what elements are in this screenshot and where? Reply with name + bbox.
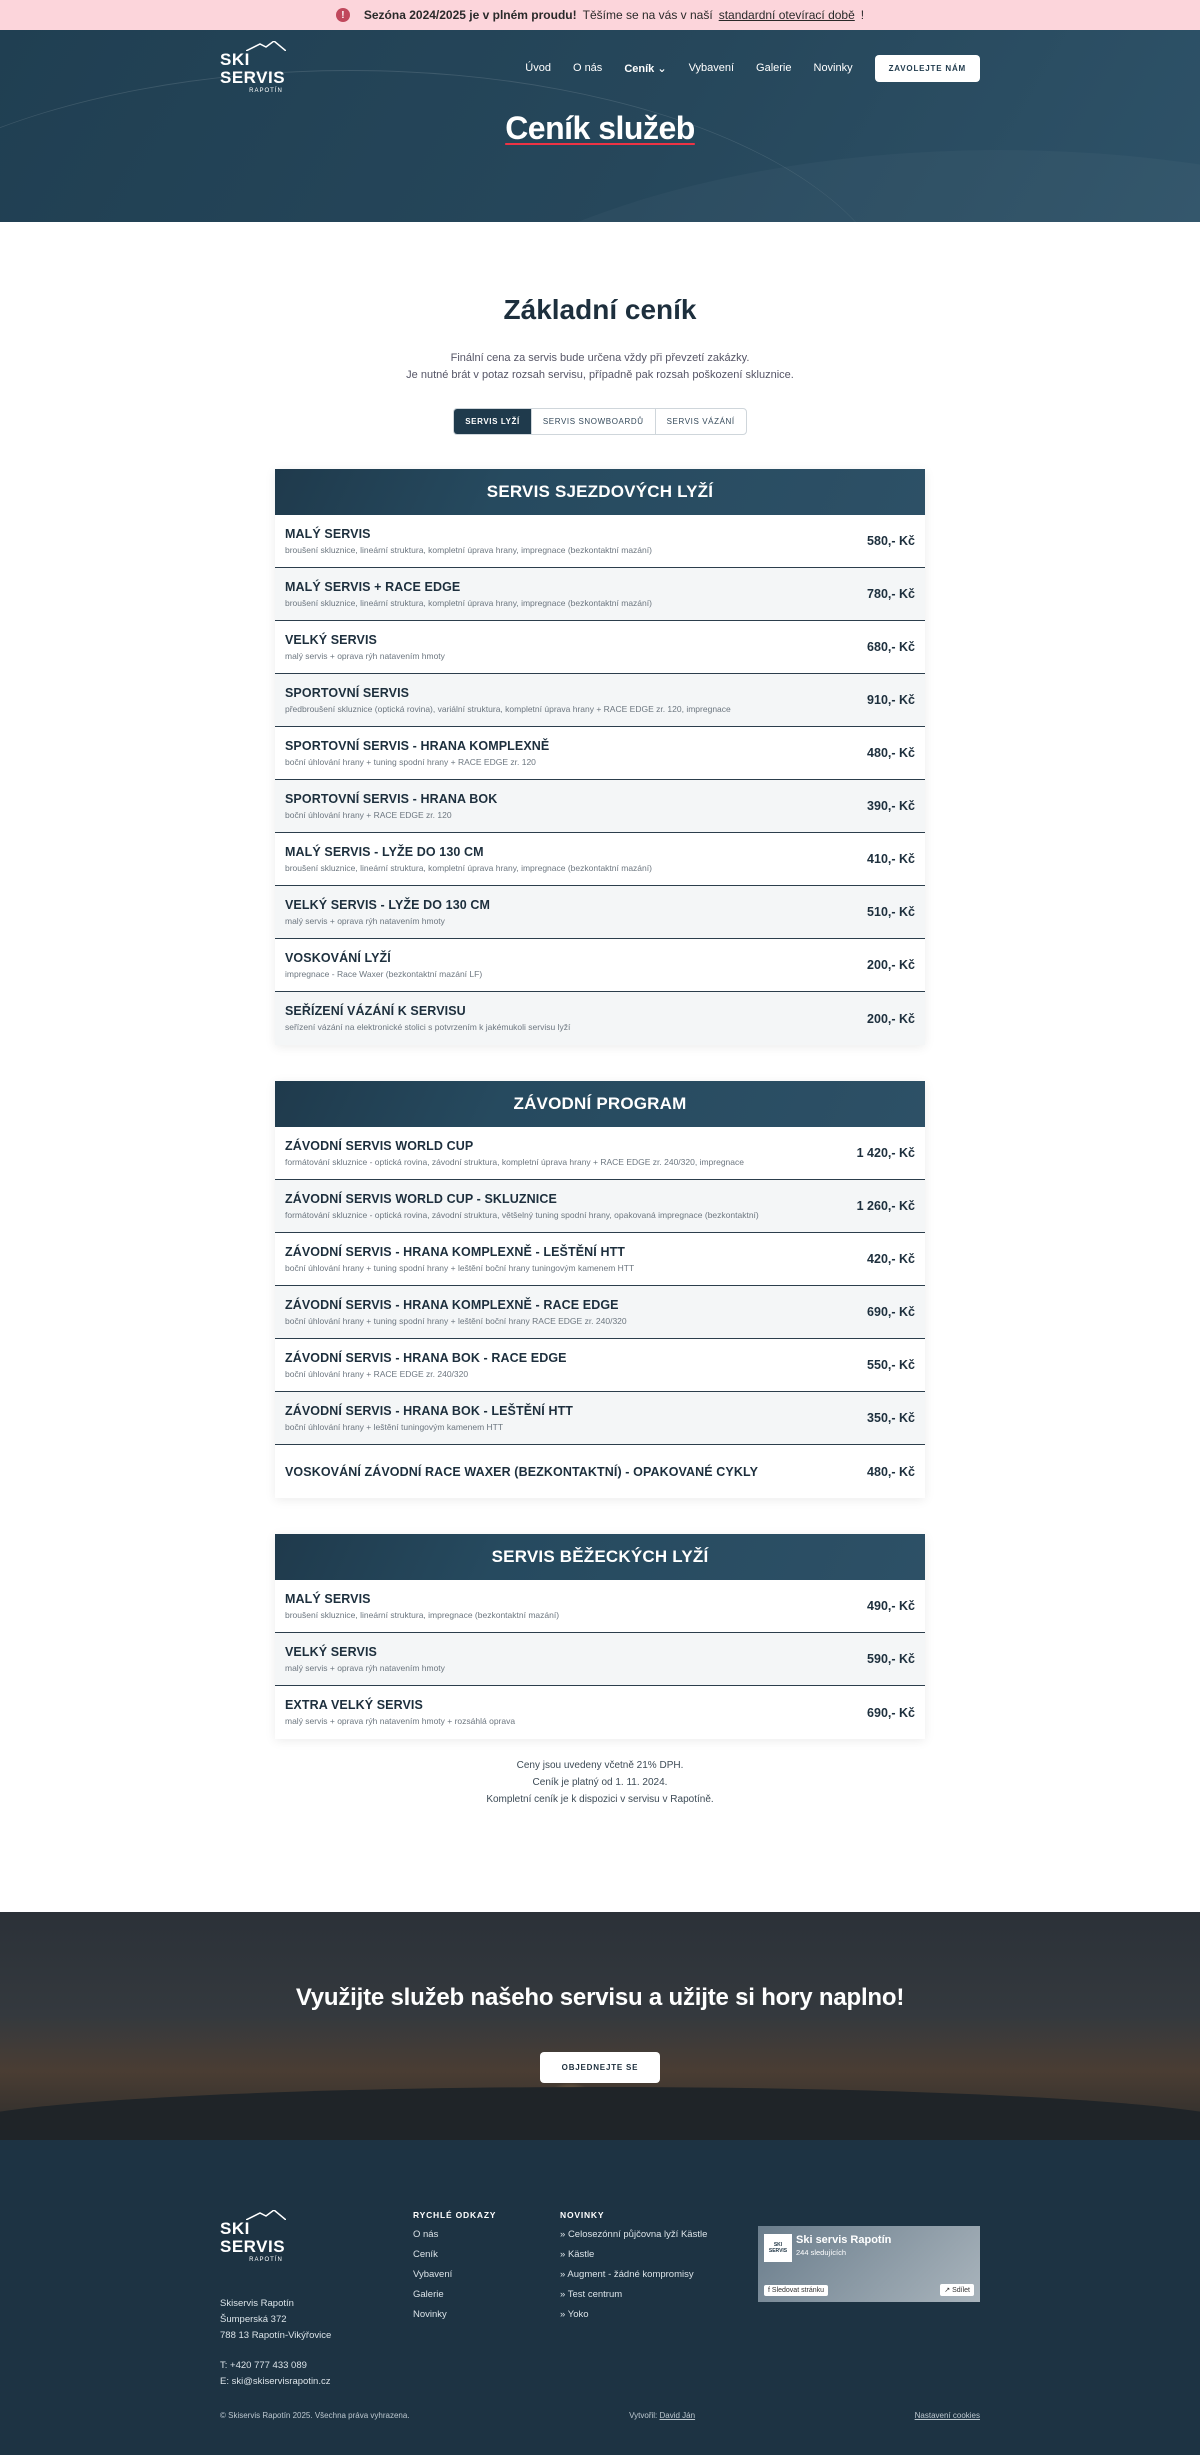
service-price: 910,- Kč [867,693,915,707]
service-price: 350,- Kč [867,1411,915,1425]
address [220,2296,331,2344]
note-full-list: Kompletní ceník je k dispozici v servisu v Rapotíně. [486,1794,714,1805]
service-name: VELKÝ SERVIS [285,632,377,647]
price-row-info [285,1004,570,1033]
facebook-widget[interactable] [758,2226,980,2302]
price-row-info [285,845,652,874]
email-link[interactable]: E: ski@skiservisrapotin.cz [220,2376,331,2387]
made-by-label: Vytvořil: [629,2411,658,2420]
service-description: formátování skluznice - optická rovina, závodní struktura, většelný tuning spodní hrany, opakovaná impregnace (bezkontaktní) [285,1209,759,1220]
service-name: SPORTOVNÍ SERVIS - HRANA BOK [285,791,498,806]
price-row-info [285,1465,758,1479]
price-card-title: ZÁVODNÍ PROGRAM [275,1081,925,1127]
fb-followers: 244 sledujících [796,2248,847,2257]
price-row [275,1339,925,1392]
nav-item-uvod[interactable]: Úvod [525,62,551,74]
tab-snowboard-service[interactable]: SERVIS SNOWBOARDŮ [531,409,655,434]
price-row [275,568,925,621]
footer-link-galerie[interactable]: Galerie [413,2289,444,2300]
fb-page-logo: SKI SERVIS [764,2234,792,2262]
info-icon: ! [336,8,350,22]
service-name: MALÝ SERVIS - LYŽE DO 130 CM [285,844,484,859]
main-nav [220,44,980,92]
service-name: VOSKOVÁNÍ LYŽÍ [285,950,391,965]
address-line: Skiservis Rapotín [220,2298,294,2309]
price-notes [0,1757,1200,1808]
service-description: boční úhlování hrany + tuning spodní hrany + leštění boční hrany RACE EDGE zr. 240/320 [285,1315,627,1326]
price-row-info [285,951,482,980]
price-row [275,780,925,833]
news-link[interactable] [560,2269,707,2280]
opening-hours-link[interactable]: standardní otevírací době [718,8,855,22]
nav-item-cenik[interactable] [624,62,666,75]
service-price: 200,- Kč [867,958,915,972]
chevron-down-icon: ⌄ [657,62,667,75]
logo-subtitle: RAPOTÍN [249,88,283,94]
news-link[interactable] [560,2309,707,2320]
news-link-label: Augment - žádné kompromisy [567,2269,694,2280]
service-name: EXTRA VELKÝ SERVIS [285,1698,423,1712]
service-name: ZÁVODNÍ SERVIS - HRANA BOK - RACE EDGE [285,1350,567,1365]
price-card [275,1081,925,1498]
service-description: broušení skluznice, lineární struktura, kompletní úprava hrany, impregnace (bezkontaktní mazání) [285,862,652,873]
service-name: SEŘÍZENÍ VÁZÁNÍ K SERVISU [285,1004,466,1018]
news-heading: NOVINKY [560,2210,605,2220]
footer-news [560,2210,707,2329]
tab-binding-service[interactable]: SERVIS VÁZÁNÍ [655,409,746,434]
service-description: boční úhlování hrany + RACE EDGE zr. 240/320 [285,1368,469,1379]
service-name: SPORTOVNÍ SERVIS - HRANA KOMPLEXNĚ [285,738,550,753]
footer-logo-title: SKI SERVIS [220,2219,286,2256]
service-price: 690,- Kč [867,1705,915,1720]
address-line: Šumperská 372 [220,2314,287,2325]
logo-title: SKI SERVIS [220,50,286,87]
contacts [220,2358,331,2390]
price-row-info [285,739,549,768]
price-row [275,886,925,939]
service-price: 510,- Kč [867,905,915,919]
service-description: malý servis + oprava rýh natavením hmoty [285,1662,445,1673]
pricelist [0,222,1200,1808]
nav-item-o-nas[interactable]: O nás [572,62,603,74]
price-row-info [285,898,490,927]
announcement-bar [0,0,1200,30]
service-description: malý servis + oprava rýh natavením hmoty [285,915,445,926]
logo[interactable] [220,41,312,95]
fb-share-button[interactable] [940,2284,974,2296]
price-row-info [285,1698,515,1727]
service-name: SPORTOVNÍ SERVIS [285,685,410,700]
price-row-info [285,527,652,556]
service-name: VOSKOVÁNÍ ZÁVODNÍ RACE WAXER (BEZKONTAKTNÍ) - OPAKOVANÉ CYKLY [285,1464,759,1479]
service-description: předbroušení skluznice (optická rovina), variální struktura, kompletní úprava hrany + RACE EDGE zr. 120, impregnace [285,703,731,714]
page-title [0,110,1200,147]
fb-share-label: Sdílet [952,2287,970,2294]
footer-link-vybaveni[interactable]: Vybavení [413,2269,453,2280]
price-row-info [285,1404,573,1433]
price-row [275,621,925,674]
footer [0,2140,1200,2455]
price-row [275,1233,925,1286]
service-price: 690,- Kč [867,1305,915,1319]
service-description: boční úhlování hrany + RACE EDGE zr. 120 [285,809,452,820]
price-row-info [285,1298,627,1327]
service-name: VELKÝ SERVIS - LYŽE DO 130 CM [285,897,491,912]
price-row [275,992,925,1045]
price-row [275,1445,925,1498]
service-description: formátování skluznice - optická rovina, závodní struktura, kompletní úprava hrany + RACE EDGE zr. 240/320, impregnace [285,1156,744,1167]
price-row [275,1686,925,1739]
price-card-title: SERVIS SJEZDOVÝCH LYŽÍ [275,469,925,515]
service-price: 550,- Kč [867,1358,915,1372]
price-row [275,1392,925,1445]
price-row-info [285,1351,567,1380]
service-name: ZÁVODNÍ SERVIS WORLD CUP - SKLUZNICE [285,1191,557,1206]
price-row [275,515,925,568]
address-line: 788 13 Rapotín-Vikýřovice [220,2330,332,2341]
made-by [629,2411,695,2420]
note-validity: Ceník je platný od 1. 11. 2024. [532,1777,668,1788]
service-name: MALÝ SERVIS + RACE EDGE [285,579,461,594]
price-row-info [285,580,652,609]
cookie-settings-link[interactable]: Nastavení cookies [914,2411,980,2420]
call-us-button[interactable]: ZAVOLEJTE NÁM [875,55,980,82]
mountain-icon [246,41,286,51]
service-price: 590,- Kč [867,1652,915,1666]
price-row [275,1580,925,1633]
note-vat: Ceny jsou uvedeny včetně 21% DPH. [516,1760,684,1771]
price-card-title: SERVIS BĚŽECKÝCH LYŽÍ [275,1534,925,1580]
service-name: MALÝ SERVIS [285,526,371,541]
hill-silhouette [0,2087,1200,2140]
mountain-icon [246,2210,286,2220]
facebook-icon: f [768,2287,770,2294]
service-description: malý servis + oprava rýh natavením hmoty + rozsáhlá oprava [285,1716,516,1726]
news-link-label: Yoko [567,2309,589,2320]
order-button[interactable]: OBJEDNEJTE SE [540,2052,661,2083]
service-price: 390,- Kč [867,799,915,813]
service-name: ZÁVODNÍ SERVIS WORLD CUP [285,1138,474,1153]
price-row-info [285,1139,744,1168]
service-price: 780,- Kč [867,587,915,601]
footer-link-cenik[interactable]: Ceník [413,2249,438,2260]
phone-link[interactable]: T: +420 777 433 089 [220,2360,307,2371]
fb-page-name[interactable]: Ski servis Rapotín [796,2234,892,2246]
announcement-text: Těšíme se na vás v naší [582,8,713,22]
service-name: MALÝ SERVIS [285,1591,371,1606]
service-price: 410,- Kč [867,852,915,866]
service-description: broušení skluznice, lineární struktura, kompletní úprava hrany, impregnace (bezkontaktní mazání) [285,597,652,608]
price-row-info [285,1592,559,1621]
footer-bottom [220,2411,980,2420]
subtitle-1: Finální cena za servis bude určena vždy při převzetí zakázky. [450,352,750,364]
fb-follow-button[interactable] [764,2285,828,2296]
service-description: broušení skluznice, lineární struktura, kompletní úprava hrany, impregnace (bezkontaktní mazání) [285,544,652,555]
links-heading: RYCHLÉ ODKAZY [413,2210,497,2220]
price-row [275,674,925,727]
service-name: ZÁVODNÍ SERVIS - HRANA KOMPLEXNĚ - LEŠTĚNÍ HTT [285,1244,626,1259]
nav-item-vybaveni[interactable]: Vybavení [688,62,735,74]
fb-follow-label: Sledovat stránku [771,2287,825,2294]
footer-link-novinky[interactable]: Novinky [413,2309,447,2320]
service-name: ZÁVODNÍ SERVIS - HRANA BOK - LEŠTĚNÍ HTT [285,1403,574,1418]
price-row [275,1286,925,1339]
price-row-info [285,633,445,662]
service-tabs [453,408,747,435]
news-link[interactable] [560,2289,707,2300]
price-row-info [285,792,497,821]
service-description: boční úhlování hrany + leštění tuningovým kamenem HTT [285,1421,504,1432]
service-description: seřízení vázání na elektronické stolici s potvrzením k jakémukoli servisu lyží [285,1022,571,1032]
footer-contact [220,2210,331,2390]
price-card [275,469,925,1045]
section-title: Základní ceník [503,294,697,325]
service-price: 1 260,- Kč [856,1199,915,1213]
author-link[interactable]: David Ján [659,2411,696,2420]
service-description: malý servis + oprava rýh natavením hmoty [285,650,445,661]
double-chevron-icon: » [560,2269,566,2280]
service-name: VELKÝ SERVIS [285,1644,377,1659]
footer-link-o-nas[interactable]: O nás [413,2229,439,2240]
banner-title: Využijte služeb našeho servisu a užijte si hory naplno! [295,1984,905,2011]
service-price: 490,- Kč [867,1599,915,1613]
announcement-end: ! [860,8,865,22]
service-price: 480,- Kč [867,746,915,760]
share-icon: ↗ [944,2287,951,2294]
hero [0,30,1200,222]
price-row [275,1633,925,1686]
price-row-info [285,686,731,715]
double-chevron-icon: » [560,2309,566,2320]
news-link-label: Kästle [567,2249,595,2260]
nav-item-cenik-label: Ceník [624,62,655,75]
service-price: 480,- Kč [867,1464,915,1479]
service-description: impregnace - Race Waxer (bezkontaktní mazání LF) [285,968,483,979]
double-chevron-icon: » [560,2249,566,2260]
service-price: 1 420,- Kč [856,1146,915,1160]
service-description: boční úhlování hrany + tuning spodní hrany + RACE EDGE zr. 120 [285,756,536,767]
nav-item-novinky[interactable]: Novinky [813,62,853,74]
footer-logo[interactable] [220,2210,312,2264]
announcement-season: Sezóna 2024/2025 je v plném proudu! [363,8,577,22]
service-description: boční úhlování hrany + tuning spodní hrany + leštění boční hrany tuningovým kamenem HTT [285,1262,635,1273]
service-price: 420,- Kč [867,1252,915,1266]
news-link[interactable] [560,2229,707,2240]
news-link-label: Celosezónní půjčovna lyží Kästle [567,2229,708,2240]
menu [525,55,980,82]
nav-item-galerie[interactable]: Galerie [756,62,792,74]
tab-ski-service[interactable]: SERVIS LYŽÍ [454,409,531,434]
price-row-info [285,1645,445,1674]
service-price: 200,- Kč [867,1011,915,1026]
price-row [275,939,925,992]
news-link-label: Test centrum [567,2289,623,2300]
service-price: 680,- Kč [867,640,915,654]
service-description: broušení skluznice, lineární struktura, impregnace (bezkontaktní mazání) [285,1609,560,1620]
footer-links [413,2210,496,2329]
price-row [275,1180,925,1233]
page-title-text: Ceník služeb [505,110,695,146]
double-chevron-icon: » [560,2289,566,2300]
footer-logo-subtitle: RAPOTÍN [249,2257,283,2263]
service-price: 580,- Kč [867,534,915,548]
subtitle-2: Je nutné brát v potaz rozsah servisu, případně pak rozsah poškození skluznice. [406,369,794,381]
price-row-info [285,1245,634,1274]
cta-banner [0,1912,1200,2140]
price-row [275,833,925,886]
service-name: ZÁVODNÍ SERVIS - HRANA KOMPLEXNĚ - RACE EDGE [285,1297,619,1312]
price-row [275,1127,925,1180]
double-chevron-icon: » [560,2229,566,2240]
copyright: © Skiservis Rapotín 2025. Všechna práva vyhrazena. [220,2411,410,2420]
price-card [275,1534,925,1739]
news-link[interactable] [560,2249,707,2260]
price-row [275,727,925,780]
price-row-info [285,1192,759,1221]
